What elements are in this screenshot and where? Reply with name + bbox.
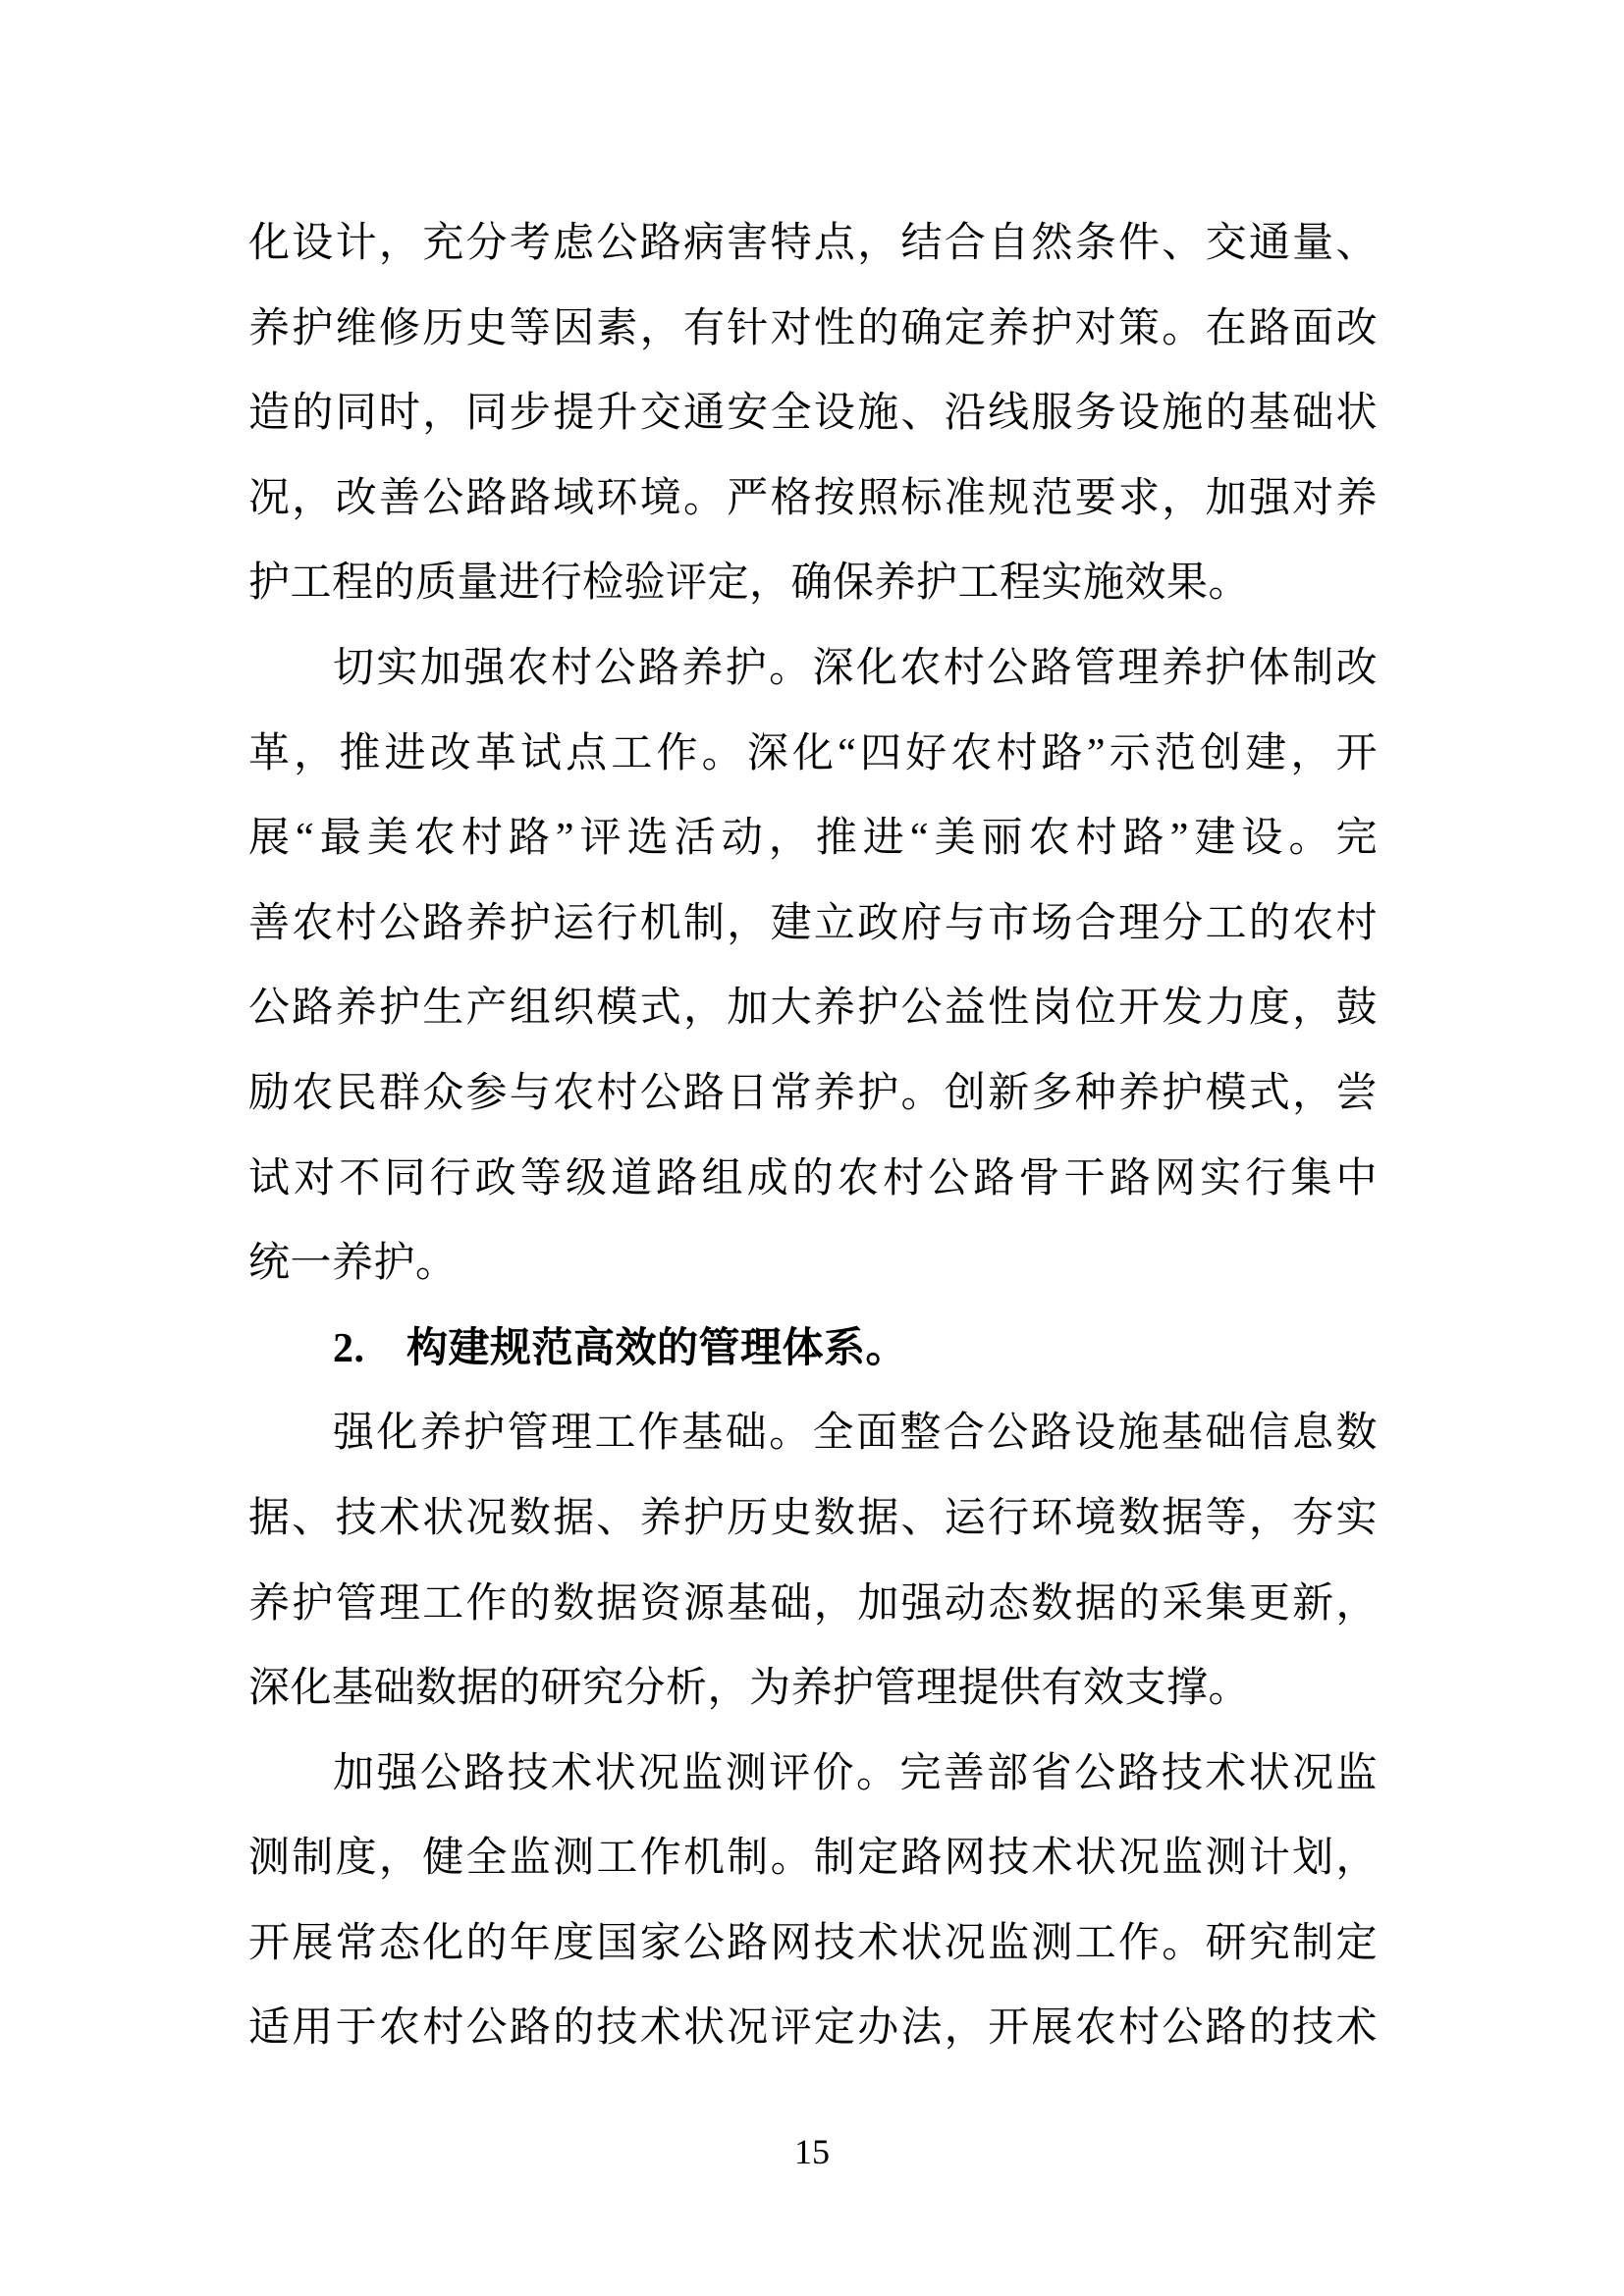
text-line: 护工程的质量进行检验评定，确保养护工程实施效果。	[248, 561, 1251, 607]
text-line: 励农民群众参与农村公路日常养护。创新多种养护模式，尝	[248, 1070, 1378, 1116]
text-line: 造的同时，同步提升交通安全设施、沿线服务设施的基础状	[248, 391, 1378, 437]
text-line: 展“最美农村路”评选活动，推进“美丽农村路”建设。完	[248, 816, 1378, 862]
text-line: 善农村公路养护运行机制，建立政府与市场合理分工的农村	[248, 900, 1378, 946]
text-line: 养护管理工作的数据资源基础，加强动态数据的采集更新，	[248, 1580, 1378, 1627]
page-number: 15	[794, 2132, 830, 2171]
text-line: 开展常态化的年度国家公路网技术状况监测工作。研究制定	[248, 1920, 1378, 1966]
text-line: 试对不同行政等级道路组成的农村公路骨干路网实行集中	[248, 1155, 1378, 1201]
text-line: 革，推进改革试点工作。深化“四好农村路”示范创建，开	[248, 730, 1378, 776]
text-line: 深化基础数据的研究分析，为养护管理提供有效支撑。	[248, 1666, 1251, 1712]
document-text	[248, 201, 1378, 2071]
text-line: 适用于农村公路的技术状况评定办法，开展农村公路的技术	[248, 2005, 1378, 2052]
text-line: 加强公路技术状况监测评价。完善部省公路技术状况监	[333, 1750, 1378, 1796]
text-line: 据、技术状况数据、养护历史数据、运行环境数据等，夯实	[248, 1495, 1378, 1541]
text-line: 化设计，充分考虑公路病害特点，结合自然条件、交通量、	[248, 221, 1378, 266]
text-line: 公路养护生产组织模式，加大养护公益性岗位开发力度，鼓	[248, 986, 1378, 1032]
text-line: 切实加强农村公路养护。深化农村公路管理养护体制改	[333, 645, 1378, 691]
text-line: 统一养护。	[248, 1241, 458, 1287]
text-line: 测制度，健全监测工作机制。制定路网技术状况监测计划，	[248, 1836, 1378, 1882]
text-line: 强化养护管理工作基础。全面整合公路设施基础信息数	[333, 1411, 1378, 1457]
section-heading: 2. 构建规范高效的管理体系。	[333, 1325, 908, 1371]
text-line: 养护维修历史等因素，有针对性的确定养护对策。在路面改	[248, 305, 1378, 351]
text-line: 况，改善公路路域环境。严格按照标准规范要求，加强对养	[248, 475, 1378, 521]
